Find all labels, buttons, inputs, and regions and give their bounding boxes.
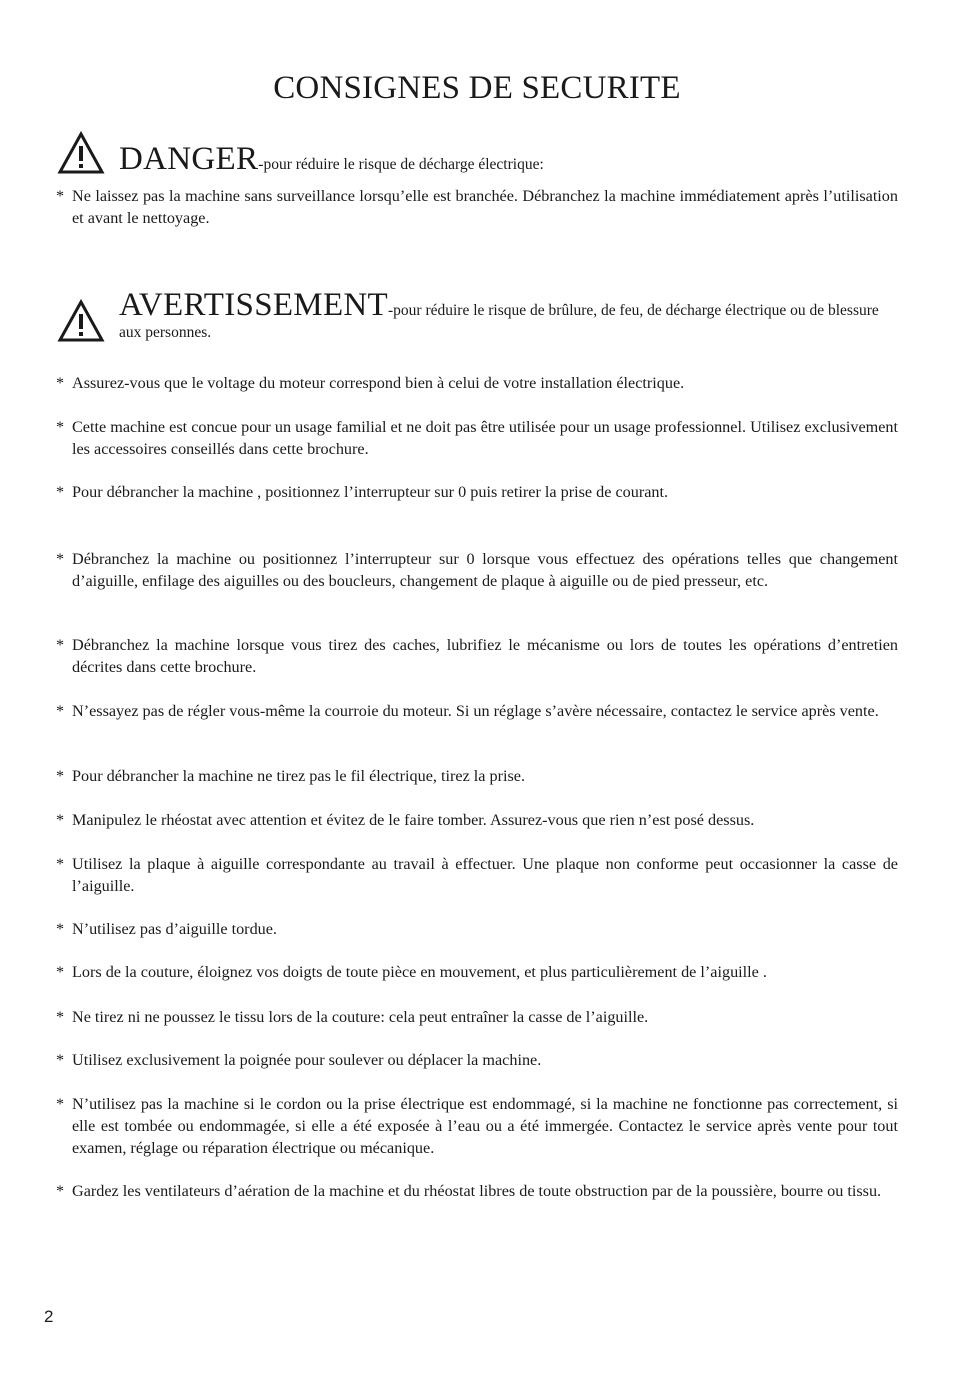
warning-item-text: N’utilisez pas la machine si le cordon ou la prise électrique est endommagé, si la machine ne fonctionne pas correctement, si elle est tombée ou endommagée, si elle a été exposée à l’eau ou a été immergée. Contactez le service après vente pour tout examen, réglage ou réparation électrique ou mécanique. [72,1095,898,1157]
warning-title: AVERTISSEMENT [119,287,388,323]
warning-item [56,548,898,592]
warning-item-text: Gardez les ventilateurs d’aération de la machine et du rhéostat libres de toute obstruction par de la poussière, bourre ou tissu. [72,1182,882,1200]
warning-item-text: Pour débrancher la machine ne tirez pas le fil électrique, tirez la prise. [72,767,526,785]
page-title: CONSIGNES DE SECURITE [273,70,681,106]
warning-item [56,1093,898,1159]
warning-item [56,1006,898,1028]
warning-item [56,416,898,460]
bullet-symbol: * [56,418,65,436]
warning-item-text: Manipulez le rhéostat avec attention et évitez de le faire tomber. Assurez-vous que rien n’est posé dessus. [72,811,755,829]
warning-item-text: Assurez-vous que le voltage du moteur correspond bien à celui de votre installation électrique. [72,374,685,392]
warning-item-text: Débranchez la machine lorsque vous tirez des caches, lubrifiez le mécanisme ou lors de toutes les opérations d’entretien décrites dans cette brochure. [72,636,898,676]
warning-item [56,1180,898,1202]
warning-item [56,634,898,678]
warning-item-text: Utilisez exclusivement la poignée pour soulever ou déplacer la machine. [72,1051,542,1069]
bullet-symbol: * [56,767,65,785]
bullet-symbol: * [56,550,65,568]
danger-item [56,185,898,229]
warning-triangle-icon [57,299,105,343]
warning-item-text: Ne tirez ni ne poussez le tissu lors de la couture: cela peut entraîner la casse de l’aiguille. [72,1008,649,1026]
warning-triangle-icon [57,131,105,175]
warning-item [56,372,898,394]
bullet-symbol: * [56,636,65,654]
warning-intro: -pour réduire le risque de brûlure, de feu, de décharge électrique ou de blessure aux personnes. [119,302,879,341]
warning-item [56,809,898,831]
danger-item-text: Ne laissez pas la machine sans surveillance lorsqu’elle est branchée. Débranchez la machine immédiatement après l’utilisation et avant le nettoyage. [72,187,898,227]
bullet-symbol: * [56,483,65,501]
danger-heading [119,141,898,177]
warning-item [56,961,898,983]
bullet-symbol: * [56,374,65,392]
warning-item-text: N’essayez pas de régler vous-même la courroie du moteur. Si un réglage s’avère nécessaire, contactez le service après vente. [72,702,879,720]
bullet-symbol: * [56,1095,65,1113]
warning-item-text: N’utilisez pas d’aiguille tordue. [72,920,277,938]
bullet-symbol: * [56,1182,65,1200]
warning-item [56,853,898,897]
warning-item-text: Cette machine est concue pour un usage familial et ne doit pas être utilisée pour un usage professionnel. Utilisez exclusivement les accessoires conseillés dans cette brochure. [72,418,898,458]
warning-item [56,765,898,787]
warning-item-text: Utilisez la plaque à aiguille correspondante au travail à effectuer. Une plaque non conforme peut occasionner la casse de l’aiguille. [72,855,898,895]
warning-item [56,1049,898,1071]
bullet-symbol: * [56,1008,65,1026]
danger-intro: -pour réduire le risque de décharge électrique: [258,156,544,173]
warning-item-text: Lors de la couture, éloignez vos doigts de toute pièce en mouvement, et plus particulièrement de l’aiguille . [72,963,767,981]
bullet-symbol: * [56,920,65,938]
bullet-symbol: * [56,963,65,981]
danger-title: DANGER [119,141,259,177]
bullet-symbol: * [56,702,65,720]
bullet-symbol: * [56,1051,65,1069]
warning-item [56,918,898,940]
warning-item [56,700,898,722]
warning-item-text: Pour débrancher la machine , positionnez l’interrupteur sur 0 puis retirer la prise de courant. [72,483,669,501]
warning-heading [119,287,898,344]
bullet-symbol: * [56,187,65,205]
warning-item [56,481,898,503]
bullet-symbol: * [56,811,65,829]
bullet-symbol: * [56,855,65,873]
warning-item-text: Débranchez la machine ou positionnez l’interrupteur sur 0 lorsque vous effectuez des opérations telles que changement d’aiguille, enfilage des aiguilles ou des boucleurs, changement de plaque à aiguille ou de pied presseur, etc. [72,550,898,590]
page-number: 2 [44,1307,54,1326]
